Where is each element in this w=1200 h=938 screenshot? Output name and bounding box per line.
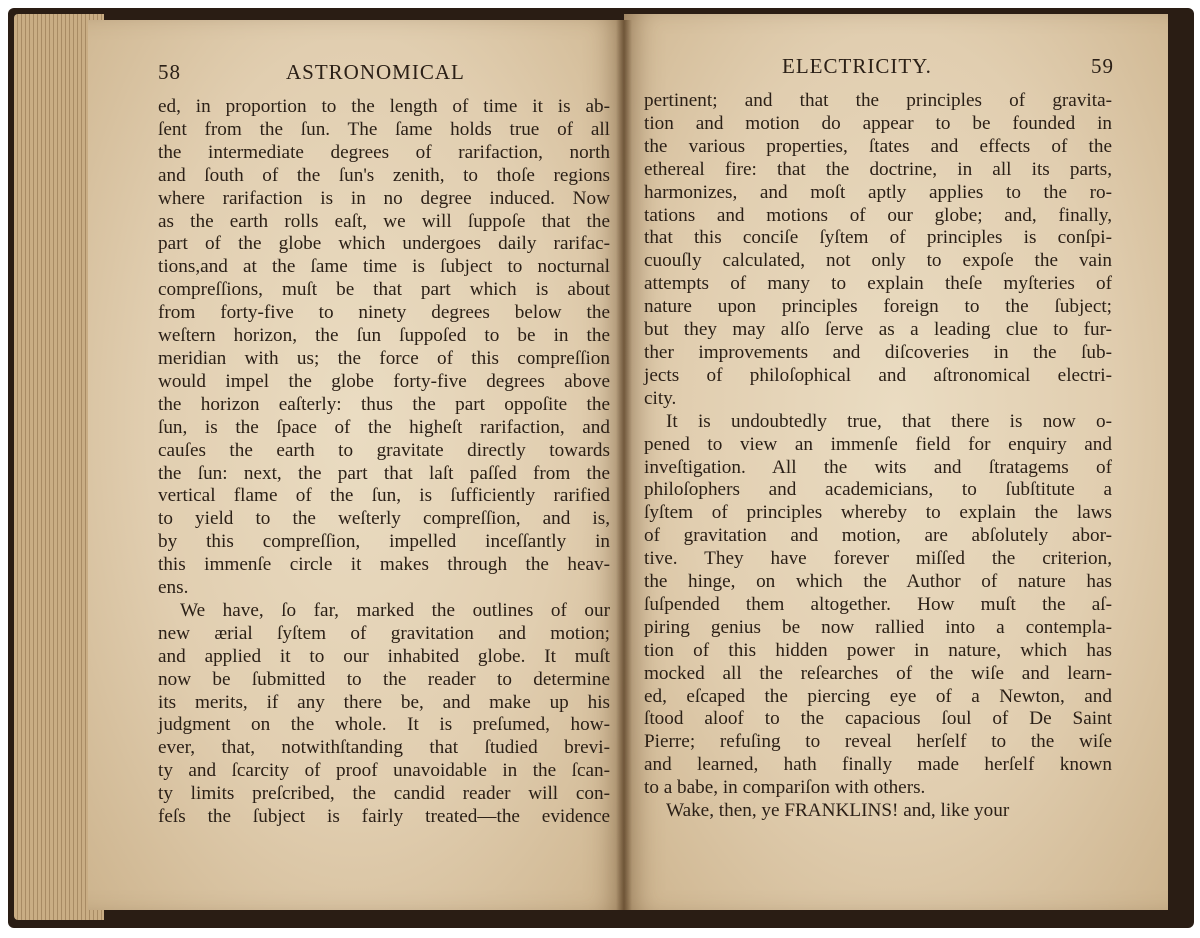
text-line: vertical flame of the ſun, is ſufficiently rarified <box>158 485 610 507</box>
text-line: pened to view an immenſe field for enquiry and <box>644 433 1112 455</box>
text-line: philoſophers and academicians, to ſubſtitute a <box>644 479 1112 501</box>
right-page-header <box>644 54 1114 84</box>
right-running-head: ELECTRICITY. <box>782 54 932 78</box>
text-line: the various properties, ſtates and effects of the <box>644 135 1112 157</box>
text-line: attempts of many to explain theſe myſteries of <box>644 273 1112 295</box>
text-line: the intermediate degrees of rarifaction, north <box>158 141 610 163</box>
text-line: ethereal fire: that the doctrine, in all its parts, <box>644 158 1112 180</box>
text-line: ty limits preſcribed, the candid reader will con- <box>158 783 610 805</box>
text-line: compreſſions, muſt be that part which is about <box>158 279 610 301</box>
text-line: its merits, if any there be, and make up his <box>158 691 610 713</box>
text-line: that this conciſe ſyſtem of principles is conſpi- <box>644 227 1112 249</box>
text-line: piring genius be now rallied into a contempla- <box>644 616 1112 638</box>
left-page-number: 58 <box>158 60 181 84</box>
text-line: tations and motions of our globe; and, finally, <box>644 204 1112 226</box>
text-line: ed, in proportion to the length of time it is ab- <box>158 96 610 117</box>
text-line: the ſun: next, the part that laſt paſſed from the <box>158 462 610 484</box>
text-line: to yield to the weſterly compreſſion, and is, <box>158 508 610 530</box>
text-line: tion and motion do appear to be founded in <box>644 112 1112 134</box>
text-line: jects of philoſophical and aſtronomical electri- <box>644 364 1112 386</box>
right-page <box>624 14 1168 910</box>
text-line: ens. <box>158 577 189 599</box>
text-line: pertinent; and that the principles of gravita- <box>644 90 1112 111</box>
text-line: and learned, hath finally made herſelf known <box>644 754 1112 776</box>
text-line: and ſouth of the ſun's zenith, to thoſe regions <box>158 164 610 186</box>
text-line: mocked all the reſearches of the wiſe and learn- <box>644 662 1112 684</box>
text-line: ſent from the ſun. The ſame holds true of all <box>158 118 610 140</box>
text-line: cauſes the earth to gravitate directly towards <box>158 439 610 461</box>
text-line: meridian with us; the force of this compreſſion <box>158 347 610 369</box>
text-line: as the earth rolls eaſt, we will ſuppoſe that the <box>158 210 610 232</box>
text-line: tions,and at the ſame time is ſubject to nocturnal <box>158 256 610 278</box>
left-page <box>88 20 624 910</box>
text-line: by this compreſſion, impelled inceſſantly in <box>158 531 610 553</box>
text-line: city. <box>644 387 677 409</box>
text-line: the horizon eaſterly: thus the part oppoſite the <box>158 393 610 415</box>
text-line: the hinge, on which the Author of nature has <box>644 571 1112 593</box>
text-line: part of the globe which undergoes daily rarifac- <box>158 233 610 255</box>
right-page-body <box>644 90 1112 823</box>
text-line: and applied it to our inhabited globe. It muſt <box>158 645 610 667</box>
right-page-number: 59 <box>1091 54 1114 78</box>
text-line: tion of this hidden power in nature, which has <box>644 639 1112 661</box>
text-line: ty and ſcarcity of proof unavoidable in the ſcan- <box>158 760 610 782</box>
text-line: harmonizes, and moſt aptly applies to the ro- <box>644 181 1112 203</box>
text-line: nature upon principles foreign to the ſubject; <box>644 296 1112 318</box>
text-line: ſun, is the ſpace of the higheſt rarifaction, and <box>158 416 610 438</box>
text-line: now be ſubmitted to the reader to determine <box>158 668 610 690</box>
text-line: would impel the globe forty-five degrees above <box>158 370 610 392</box>
text-line: ther improvements and diſcoveries in the ſub- <box>644 341 1112 363</box>
book-gutter <box>616 20 632 910</box>
text-line: ſuſpended them altogether. How muſt the aſ- <box>644 593 1112 615</box>
text-line: ed, eſcaped the piercing eye of a Newton, and <box>644 685 1112 707</box>
text-line: We have, ſo far, marked the outlines of our <box>180 599 610 621</box>
text-line: ever, that, notwithſtanding that ſtudied brevi- <box>158 737 610 759</box>
text-line: but they may alſo ſerve as a leading clue to fur- <box>644 319 1112 341</box>
text-line: cuouſly calculated, not only to expoſe the vain <box>644 250 1112 272</box>
text-line: tive. They have forever miſſed the criterion, <box>644 548 1112 570</box>
text-line: where rarifaction is in no degree induced. Now <box>158 187 610 209</box>
text-line: from forty-five to ninety degrees below the <box>158 302 610 324</box>
text-line: this immenſe circle it makes through the heav- <box>158 554 610 576</box>
text-line: It is undoubtedly true, that there is now o- <box>666 410 1112 432</box>
left-running-head: ASTRONOMICAL <box>286 60 465 84</box>
text-line: of gravitation and motion, are abſolutely abor- <box>644 525 1112 547</box>
text-line: inveſtigation. All the wits and ſtratagems of <box>644 456 1112 478</box>
text-line: new ærial ſyſtem of gravitation and motion; <box>158 622 610 644</box>
text-line: ſtood aloof to the capacious ſoul of De Saint <box>644 708 1112 730</box>
text-line: weſtern horizon, the ſun ſuppoſed to be in the <box>158 325 610 347</box>
text-line: judgment on the whole. It is preſumed, how- <box>158 714 610 736</box>
text-line: Wake, then, ye FRANKLINS! and, like your <box>666 800 1010 822</box>
text-line: ſyſtem of principles whereby to explain the laws <box>644 502 1112 524</box>
text-line: feſs the ſubject is fairly treated—the evidence <box>158 806 610 828</box>
left-page-header <box>158 60 606 90</box>
text-line: to a babe, in compariſon with others. <box>644 777 926 799</box>
left-page-body <box>158 96 610 829</box>
text-line: Pierre; refuſing to reveal herſelf to the wiſe <box>644 731 1112 753</box>
